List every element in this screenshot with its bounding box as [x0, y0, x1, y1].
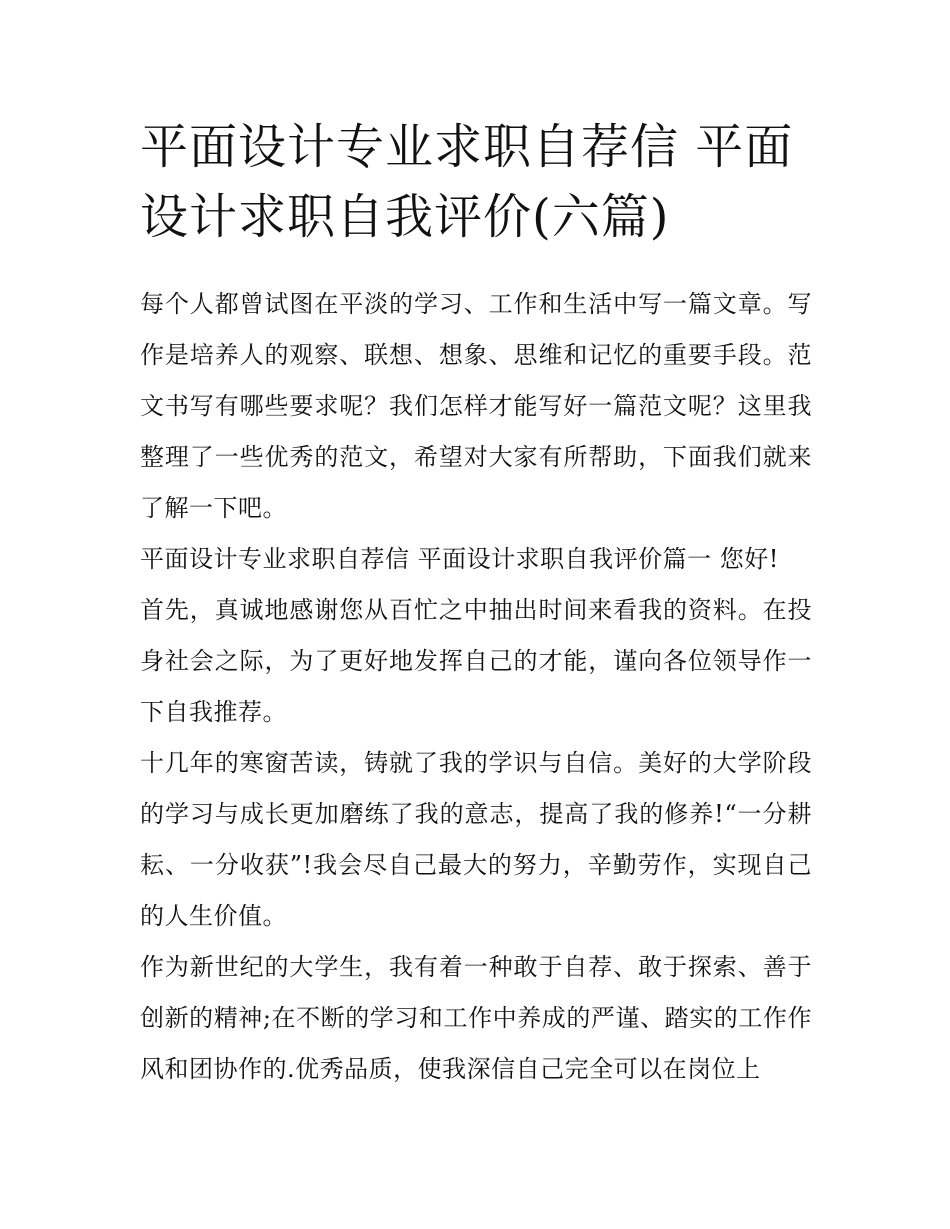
document-body [140, 279, 812, 1095]
intro-paragraph: 每个人都曾试图在平淡的学习、工作和生活中写一篇文章。写作是培养人的观察、联想、想象、思维和记忆的重要手段。范文书写有哪些要求呢？我们怎样才能写好一篇范文呢？这里我整理了一些优秀的范文，希望对大家有所帮助，下面我们就来了解一下吧。 [140, 290, 812, 522]
body-paragraph: 十几年的寒窗苦读，铸就了我的学识与自信。美好的大学阶段的学习与成长更加磨练了我的意志，提高了我的修养!“一分耕耘、一分收获”!我会尽自己最大的努力，辛勤劳作，实现自己的人生价值。 [140, 749, 812, 930]
body-paragraph: 首先，真诚地感谢您从百忙之中抽出时间来看我的资料。在投身社会之际，为了更好地发挥自己的才能，谨向各位领导作一下自我推荐。 [140, 596, 812, 726]
body-paragraph: 作为新世纪的大学生，我有着一种敢于自荐、敢于探索、善于创新的精神;在不断的学习和工作中养成的严谨、踏实的工作作风和团协作的.优秀品质，使我深信自己完全可以在岗位上 [140, 953, 812, 1083]
document-title: 平面设计专业求职自荐信 平面设计求职自我评价(六篇) [140, 119, 794, 245]
section-heading-line: 平面设计专业求职自荐信 平面设计求职自我评价篇一 您好! [140, 545, 779, 573]
